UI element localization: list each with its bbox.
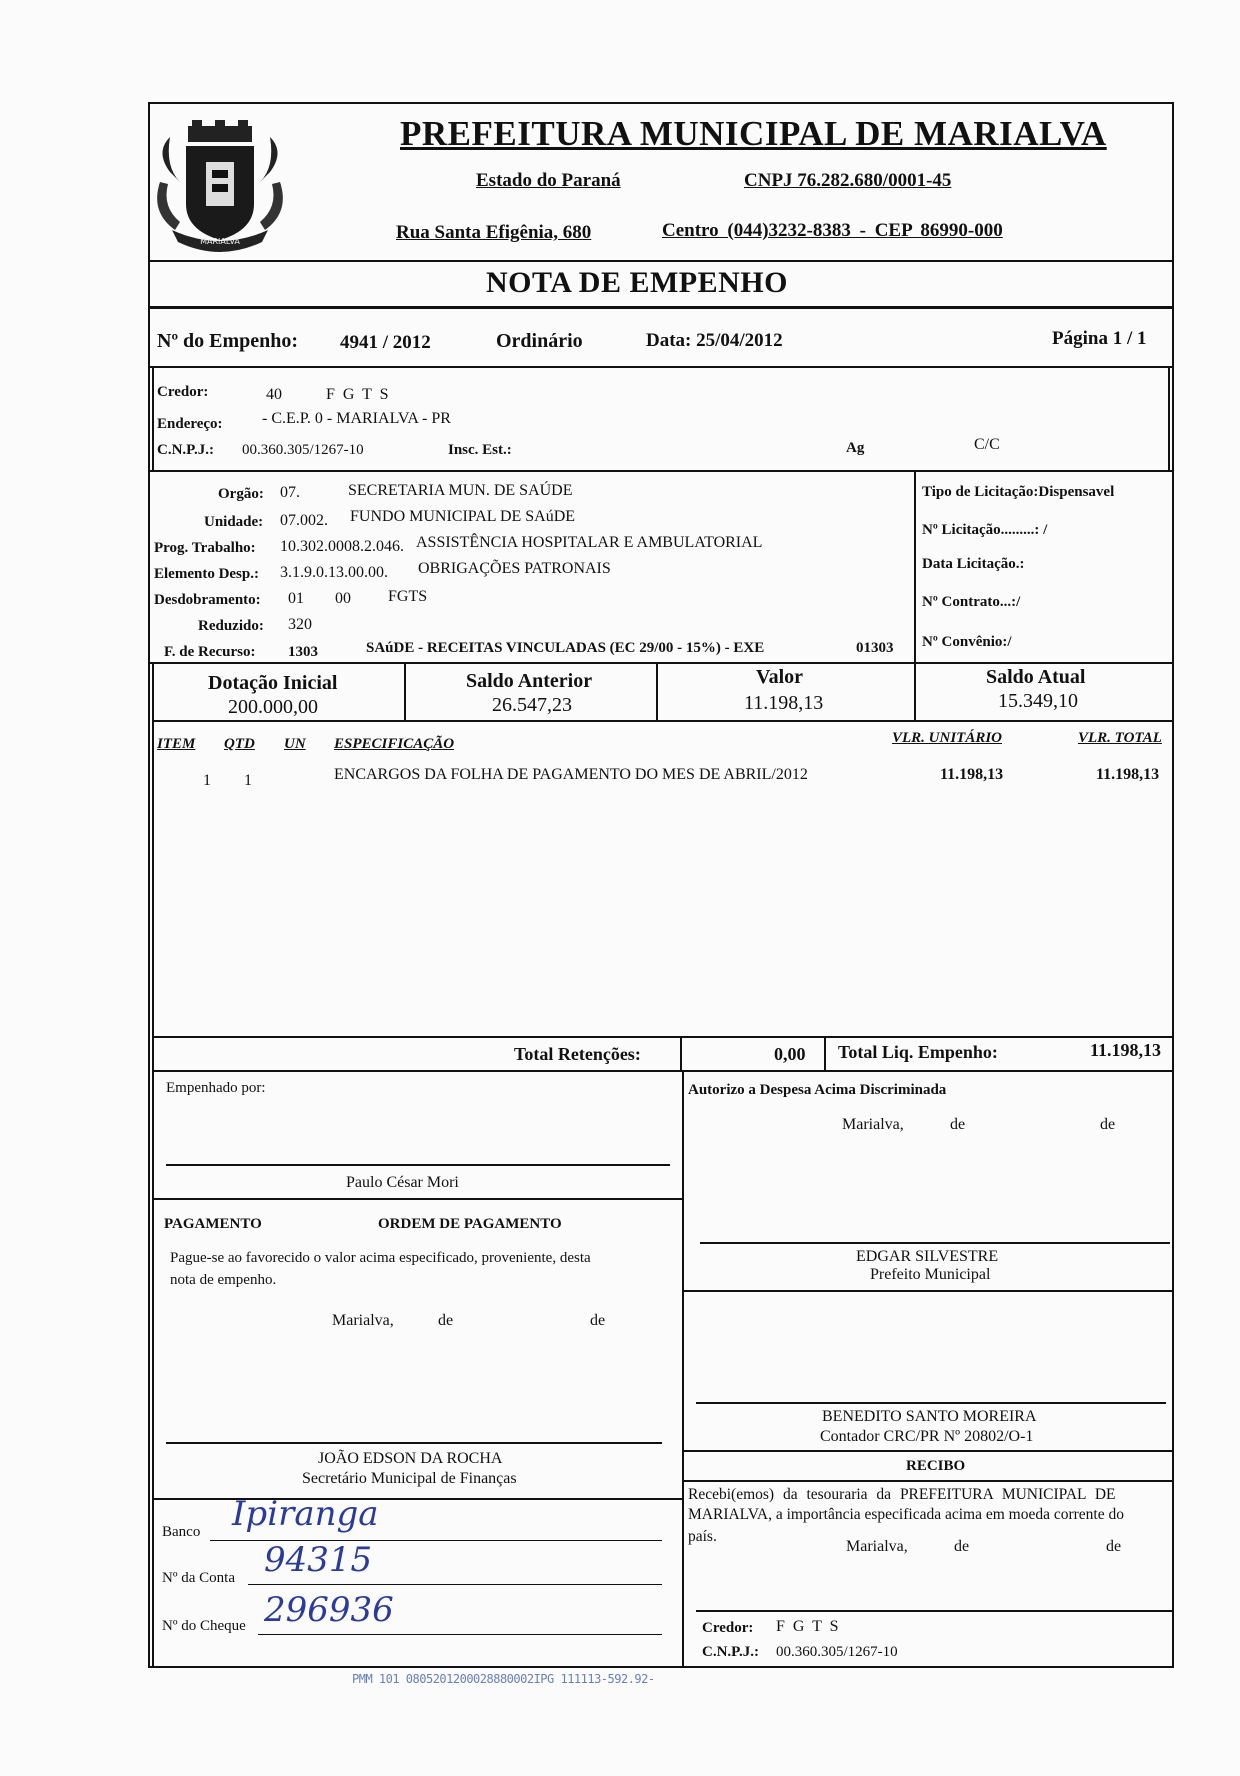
col-valor-unitario: VLR. UNITÁRIO xyxy=(892,730,1003,746)
conta-handwritten: 94315 xyxy=(264,1540,373,1580)
col-especificacao: ESPECIFICAÇÃO xyxy=(334,736,455,752)
header-bottom-rule xyxy=(150,260,1172,262)
address-label: Endereço: xyxy=(157,416,223,432)
recibo-de-2: de xyxy=(1106,1538,1122,1555)
contact-label: Centro (044)3232-8383 - CEP 86990-000 xyxy=(662,220,1003,241)
banco-handwritten: Ipiranga xyxy=(232,1494,379,1534)
valor-value: 11.198,13 xyxy=(744,692,824,714)
pagamento-place: Marialva, xyxy=(332,1312,394,1329)
cnpj-label: CNPJ 76.282.680/0001-45 xyxy=(744,170,952,191)
empenho-label: Nº do Empenho: xyxy=(157,330,299,352)
unidade-label: Unidade: xyxy=(204,514,264,530)
prog-code: 10.302.0008.2.046. xyxy=(280,538,404,555)
recurso-number: 01303 xyxy=(856,640,894,656)
saldos-bottom-rule xyxy=(152,720,1172,722)
recibo-place: Marialva, xyxy=(846,1538,908,1555)
dotacao-label: Dotação Inicial xyxy=(208,672,338,694)
desdobramento-b: 00 xyxy=(335,590,351,607)
unidade-code: 07.002. xyxy=(280,512,328,529)
saldos-divider-2 xyxy=(656,664,658,720)
totais-divider-2 xyxy=(824,1036,826,1072)
total-liquido-label: Total Liq. Empenho: xyxy=(838,1042,998,1062)
cheque-handwritten: 296936 xyxy=(264,1590,394,1630)
autorizo-place: Marialva, xyxy=(842,1116,904,1133)
conta-label: Nº da Conta xyxy=(162,1570,235,1586)
state-label: Estado do Paraná xyxy=(476,170,621,191)
middle-vertical-divider xyxy=(682,1070,684,1668)
col-qtd: QTD xyxy=(224,736,255,752)
recibo-title-rule xyxy=(682,1480,1172,1482)
col-un: UN xyxy=(284,736,306,752)
col-item: ITEM xyxy=(157,736,196,752)
totais-divider-1 xyxy=(680,1036,682,1072)
orgao-label: Orgão: xyxy=(218,486,264,502)
recurso-label: F. de Recurso: xyxy=(164,644,256,660)
empenhado-bottom-rule xyxy=(152,1198,682,1200)
street-label: Rua Santa Efigênia, 680 xyxy=(396,222,592,243)
orcamento-bottom-rule xyxy=(150,662,1172,664)
secretario-signature-line xyxy=(166,1442,662,1444)
prefeitura-title: PREFEITURA MUNICIPAL DE MARIALVA xyxy=(400,114,1107,153)
coat-of-arms-logo xyxy=(150,112,290,260)
recurso-code: 1303 xyxy=(288,644,318,660)
contador-name: BENEDITO SANTO MOREIRA xyxy=(822,1408,1037,1425)
col-valor-total: VLR. TOTAL xyxy=(1078,730,1162,746)
bank-stamp: PMM 101 0805201200028880002IPG 111113-592.92- xyxy=(352,1672,655,1686)
items-left-border xyxy=(152,720,154,1668)
credor-name: F G T S xyxy=(326,386,391,403)
saldos-divider-1 xyxy=(404,664,406,720)
cheque-label: Nº do Cheque xyxy=(162,1618,246,1634)
ordem-pagamento-label: ORDEM DE PAGAMENTO xyxy=(378,1216,562,1232)
elemento-code: 3.1.9.0.13.00.00. xyxy=(280,564,388,581)
saldo-atual-value: 15.349,10 xyxy=(998,690,1078,712)
row-item: 1 xyxy=(203,772,211,789)
empenho-number: 4941 / 2012 xyxy=(340,332,431,353)
orgao-code: 07. xyxy=(280,484,300,501)
prog-name: ASSISTÊNCIA HOSPITALAR E AMBULATORIAL xyxy=(416,534,763,551)
elemento-label: Elemento Desp.: xyxy=(154,566,259,582)
row-valor-unitario: 11.198,13 xyxy=(940,766,1004,783)
rodape-credor-name: F G T S xyxy=(776,1618,841,1635)
rodape-cnpj: 00.360.305/1267-10 xyxy=(776,1644,898,1660)
prog-label: Prog. Trabalho: xyxy=(154,540,256,556)
desdobramento-name: FGTS xyxy=(388,588,428,605)
desdobramento-a: 01 xyxy=(288,590,304,607)
orgao-name: SECRETARIA MUN. DE SAÚDE xyxy=(348,482,573,499)
total-retencoes-value: 0,00 xyxy=(774,1044,806,1064)
empenho-date: Data: 25/04/2012 xyxy=(646,330,783,351)
document-title: NOTA DE EMPENHO xyxy=(486,266,788,299)
tipo-licitacao: Tipo de Licitação:Dispensavel xyxy=(922,484,1115,500)
numero-convenio: Nº Convênio:/ xyxy=(922,634,1012,650)
pagamento-de-1: de xyxy=(438,1312,454,1329)
prefeito-signature-line xyxy=(700,1242,1170,1244)
numero-licitacao: Nº Licitação.........: / xyxy=(922,522,1048,538)
totais-bottom-rule xyxy=(152,1070,1172,1072)
prefeito-name: EDGAR SILVESTRE xyxy=(856,1248,999,1265)
totais-top-rule xyxy=(152,1036,1172,1038)
empenhado-signature-line xyxy=(166,1164,670,1166)
contador-role: Contador CRC/PR Nº 20802/O-1 xyxy=(820,1428,1034,1445)
data-licitacao: Data Licitação.: xyxy=(922,556,1025,572)
recurso-name: SAúDE - RECEITAS VINCULADAS (EC 29/00 - 15%) - EXE xyxy=(366,640,765,656)
conta-line xyxy=(248,1584,662,1585)
prefeito-role: Prefeito Municipal xyxy=(870,1266,991,1283)
recibo-signature-line xyxy=(696,1610,1172,1612)
saldos-divider-3 xyxy=(914,664,916,720)
numero-contrato: Nº Contrato...:/ xyxy=(922,594,1021,610)
insc-est-label: Insc. Est.: xyxy=(448,442,512,458)
ag-label: Ag xyxy=(846,440,865,456)
recibo-title: RECIBO xyxy=(906,1458,966,1474)
autorizo-label: Autorizo a Despesa Acima Discriminada xyxy=(688,1082,947,1098)
rodape-cnpj-label: C.N.P.J.: xyxy=(702,1644,759,1660)
recibo-line-1: Recebi(emos) da tesouraria da PREFEITURA MUNICIPAL DE xyxy=(688,1486,1116,1503)
page-indicator: Página 1 / 1 xyxy=(1052,328,1147,349)
reduzido-code: 320 xyxy=(288,616,312,633)
recibo-line-2: MARIALVA, a importância especificada acima em moeda corrente do xyxy=(688,1506,1124,1523)
credor-cnpj-label: C.N.P.J.: xyxy=(157,442,214,458)
valor-label: Valor xyxy=(756,666,804,688)
svg-text:MARIALVA: MARIALVA xyxy=(200,237,240,246)
credor-label: Credor: xyxy=(157,384,209,400)
total-liquido-value: 11.198,13 xyxy=(1090,1040,1162,1060)
contador-bottom-rule xyxy=(682,1450,1172,1452)
autorizo-de-2: de xyxy=(1100,1116,1116,1133)
credor-address: - C.E.P. 0 - MARIALVA - PR xyxy=(262,410,451,427)
total-retencoes-label: Total Retenções: xyxy=(514,1044,641,1064)
empenho-type: Ordinário xyxy=(496,330,583,352)
autorizo-de-1: de xyxy=(950,1116,966,1133)
secretario-name: JOÃO EDSON DA ROCHA xyxy=(318,1450,503,1467)
row-especificacao: ENCARGOS DA FOLHA DE PAGAMENTO DO MES DE ABRIL/2012 xyxy=(334,766,808,783)
cc-label: C/C xyxy=(974,436,1000,453)
saldos-left-border xyxy=(152,662,154,722)
unidade-name: FUNDO MUNICIPAL DE SAúDE xyxy=(350,508,576,525)
recibo-de-1: de xyxy=(954,1538,970,1555)
dotacao-value: 200.000,00 xyxy=(228,696,318,718)
cheque-line xyxy=(258,1634,662,1635)
saldo-anterior-value: 26.547,23 xyxy=(492,694,572,716)
prefeito-bottom-rule xyxy=(682,1290,1172,1292)
saldo-anterior-label: Saldo Anterior xyxy=(466,670,593,692)
contador-signature-line xyxy=(696,1402,1166,1404)
credor-cnpj: 00.360.305/1267-10 xyxy=(242,442,364,458)
secretario-role: Secretário Municipal de Finanças xyxy=(302,1470,517,1487)
row-qtd: 1 xyxy=(244,772,252,789)
title-bottom-rule xyxy=(150,306,1172,309)
pagamento-text-1: Pague-se ao favorecido o valor acima especificado, proveniente, desta xyxy=(170,1250,591,1266)
row-valor-total: 11.198,13 xyxy=(1096,766,1160,783)
recibo-line-3: país. xyxy=(688,1528,717,1545)
saldo-atual-label: Saldo Atual xyxy=(986,666,1086,688)
empenhado-label: Empenhado por: xyxy=(166,1080,266,1096)
reduzido-label: Reduzido: xyxy=(198,618,264,634)
pagamento-de-2: de xyxy=(590,1312,606,1329)
elemento-name: OBRIGAÇÕES PATRONAIS xyxy=(418,560,611,577)
credor-code: 40 xyxy=(266,386,282,403)
orcamento-divider xyxy=(914,470,916,662)
empenhado-name: Paulo César Mori xyxy=(346,1174,459,1191)
rodape-credor-label: Credor: xyxy=(702,1620,754,1636)
credor-bottom-rule xyxy=(150,470,1172,472)
banco-label: Banco xyxy=(162,1524,201,1540)
desdobramento-label: Desdobramento: xyxy=(154,592,261,608)
pagamento-label: PAGAMENTO xyxy=(164,1216,262,1232)
pagamento-text-2: nota de empenho. xyxy=(170,1272,277,1288)
